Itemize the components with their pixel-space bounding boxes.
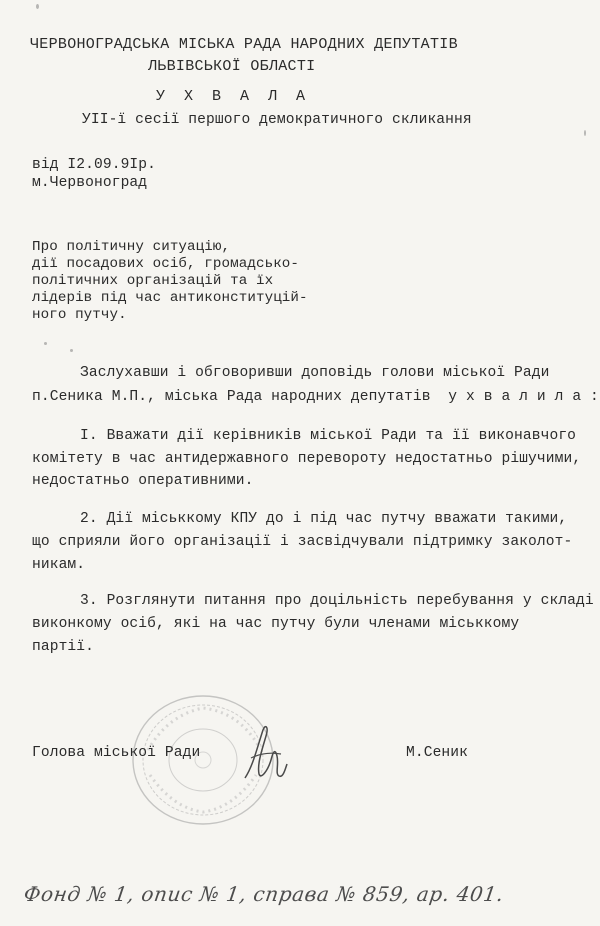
archive-reference: Фонд № 1, опис № 1, справа № 859, ар. 401. bbox=[22, 882, 506, 906]
document-date: від І2.09.9Ір. bbox=[32, 157, 157, 173]
subject-line: ного путчу. bbox=[32, 307, 127, 323]
paper-speck bbox=[70, 349, 73, 352]
region-name: ЛЬВІВСЬКОЇ ОБЛАСТІ bbox=[148, 58, 316, 75]
item-line: що сприяли його організації і засвідчували підтримку заколот- bbox=[32, 534, 573, 550]
item-line: никам. bbox=[32, 557, 86, 573]
subject-line: лідерів під час антиконституцій- bbox=[32, 290, 308, 306]
council-name: ЧЕРВОНОГРАДСЬКА МІСЬКА РАДА НАРОДНИХ ДЕПУТАТІВ bbox=[30, 36, 458, 53]
handwritten-signature bbox=[235, 718, 290, 788]
subject-line: дії посадових осіб, громадсько- bbox=[32, 256, 300, 272]
paper-speck bbox=[36, 4, 39, 9]
preamble-line: п.Сеника М.П., міська Рада народних депутатів у х в а л и л а : bbox=[32, 389, 599, 405]
document-place: м.Червоноград bbox=[32, 175, 148, 191]
paper-speck bbox=[44, 342, 47, 345]
document-type: У Х В А Л А bbox=[156, 88, 311, 105]
signatory-name: М.Сеник bbox=[406, 745, 469, 761]
item-line: недостатньо оперативними. bbox=[32, 473, 254, 489]
paper-speck bbox=[584, 130, 586, 136]
subject-line: політичних організацій та їх bbox=[32, 273, 274, 289]
preamble-line: Заслухавши і обговоривши доповідь голови міської Ради bbox=[80, 365, 550, 381]
item-line: 2. Дії міськкому КПУ до і під час путчу вважати такими, bbox=[80, 511, 568, 527]
item-line: 3. Розглянути питання про доцільність перебування у складі bbox=[80, 593, 594, 609]
item-line: партії. bbox=[32, 639, 95, 655]
subject-line: Про політичну ситуацію, bbox=[32, 239, 231, 255]
session-line: УІІ-ї сесії першого демократичного скликання bbox=[82, 112, 472, 128]
item-line: комітету в час антидержавного перевороту недостатньо рішучими, bbox=[32, 451, 582, 467]
item-line: І. Вважати дії керівників міської Ради та її виконавчого bbox=[80, 428, 577, 444]
signatory-title: Голова міської Ради bbox=[32, 745, 201, 761]
item-line: виконкому осіб, які на час путчу були членами міськкому bbox=[32, 616, 520, 632]
